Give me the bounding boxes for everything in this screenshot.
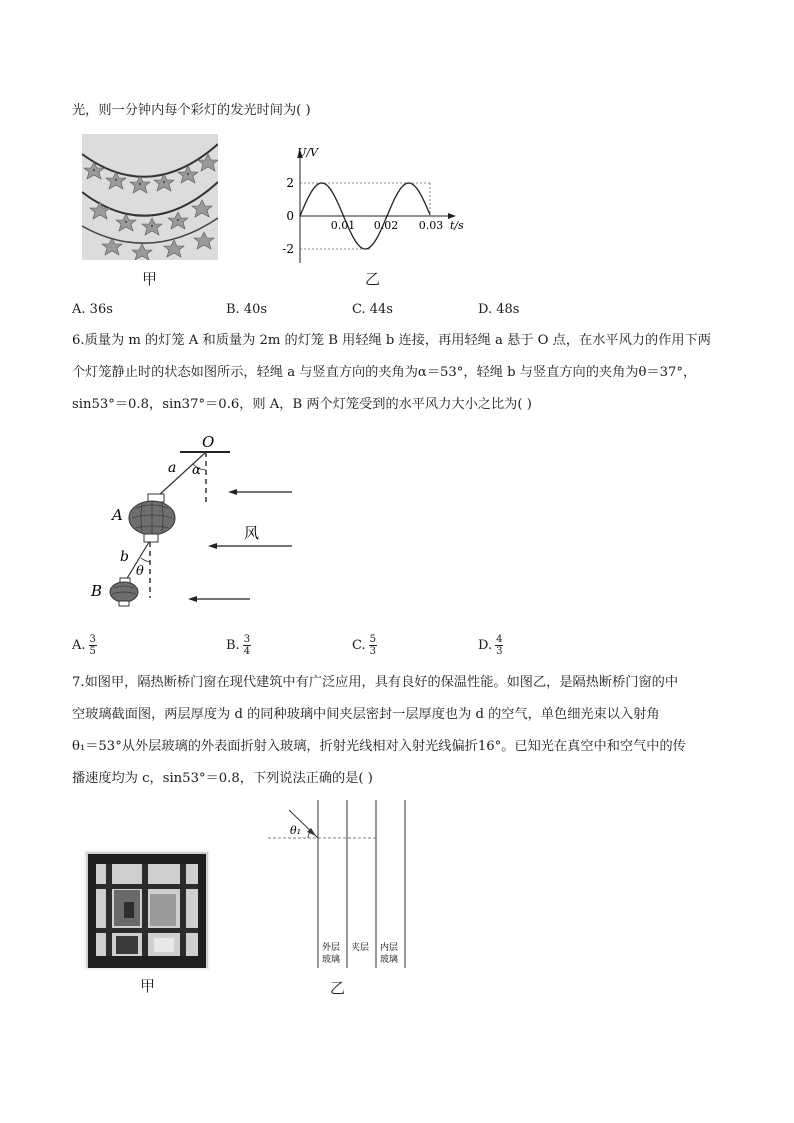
label-outer-glass-2: 玻璃 — [322, 955, 341, 965]
q7-stem-line-4: 播速度均为 c，sin53°＝0.8，下列说法正确的是( ) — [72, 771, 373, 786]
q6-option-c[interactable]: C. $\frac{5}{3}$ — [352, 634, 376, 657]
q7-figure-jia-caption: 甲 — [140, 977, 156, 995]
q6-option-a[interactable]: A. $\frac{3}{5}$ — [72, 634, 96, 657]
q5-option-a[interactable]: A. 36s — [72, 302, 113, 317]
y-tick-0: 0 — [286, 209, 294, 223]
fraction: $\frac{3}{4}$ — [243, 634, 251, 657]
wind-arrow-2-head-icon — [208, 543, 217, 549]
glass-section-diagram — [262, 798, 422, 978]
q6-option-b[interactable]: B. $\frac{3}{4}$ — [226, 634, 251, 657]
q5-option-c[interactable]: C. 44s — [352, 302, 393, 317]
q6-stem-line-2: 个灯笼静止时的状态如图所示，轻绳 a 与竖直方向的夹角为α＝53°，轻绳 b 与竖直方向的夹角为θ＝37°， — [72, 365, 697, 380]
x-tick-002: 0.02 — [373, 219, 399, 232]
voltage-sine-graph — [280, 148, 480, 266]
label-o: O — [202, 433, 215, 451]
label-middle-layer: 夹层 — [351, 943, 370, 953]
label-inner-glass-1: 内层 — [380, 943, 399, 953]
q5-stem-line: 光，则一分钟内每个彩灯的发光时间为( ) — [72, 103, 311, 118]
q7-stem-line-2: 空玻璃截面图，两层厚度为 d 的同种玻璃中间夹层密封一层厚度也为 d 的空气，单色细光束以入射角 — [72, 707, 660, 722]
wind-arrow-1-head-icon — [228, 489, 237, 495]
q5-option-b[interactable]: B. 40s — [226, 302, 268, 317]
fraction: $\frac{4}{3}$ — [496, 634, 503, 657]
label-theta: θ — [136, 564, 144, 579]
y-tick-2: 2 — [286, 176, 294, 190]
label-outer-glass-1: 外层 — [322, 943, 341, 953]
label-inner-glass-2: 玻璃 — [380, 955, 399, 965]
q6-lantern-figure — [80, 430, 310, 615]
q5-figure-jia-caption: 甲 — [142, 270, 158, 288]
q7-glass-section-figure — [262, 798, 422, 978]
label-rope-a: a — [168, 460, 177, 476]
fraction: $\frac{5}{3}$ — [369, 634, 376, 657]
q6-stem-line-1: 6.质量为 m 的灯笼 A 和质量为 2m 的灯笼 B 用轻绳 b 连接，再用轻绳 a 悬于 O 点，在水平风力的作用下两 — [72, 333, 711, 348]
label-lantern-a: A — [112, 506, 123, 524]
label-rope-b: b — [120, 549, 129, 565]
label-theta1: θ₁ — [290, 824, 302, 837]
q6-stem-line-3: sin53°＝0.8，sin37°＝0.6，则 A，B 两个灯笼受到的水平风力大小之比为( ) — [72, 397, 532, 412]
q7-stem-line-3: θ₁＝53°从外层玻璃的外表面折射入玻璃，折射光线相对入射光线偏折16°。已知光在真空中和空气中的传 — [72, 739, 686, 754]
q6-option-d[interactable]: D. $\frac{4}{3}$ — [478, 634, 503, 657]
y-tick-neg2: -2 — [282, 242, 294, 256]
label-lantern-b: B — [91, 582, 103, 600]
q7-figure-yi-caption: 乙 — [330, 979, 346, 997]
lantern-diagram — [80, 430, 310, 615]
x-axis-label: t/s — [450, 219, 464, 232]
window-frame-image — [84, 850, 210, 970]
fraction: $\frac{3}{5}$ — [89, 634, 96, 657]
q5-figure-yi-caption: 乙 — [365, 270, 381, 288]
x-tick-003: 0.03 — [418, 219, 444, 232]
x-tick-001: 0.01 — [330, 219, 356, 232]
label-alpha: α — [192, 463, 201, 478]
q5-photo-lights — [82, 134, 218, 260]
q7-stem-line-1: 7.如图甲，隔热断桥门窗在现代建筑中有广泛应用，具有良好的保温性能。如图乙，是隔热断桥门窗的中 — [72, 675, 679, 690]
q7-photo-window — [84, 850, 210, 970]
y-axis-label: U/V — [297, 148, 318, 159]
q5-voltage-chart — [280, 148, 480, 266]
wind-arrow-3-head-icon — [188, 596, 197, 602]
star-lights-image — [82, 134, 218, 260]
q5-option-d[interactable]: D. 48s — [478, 302, 520, 317]
label-wind: 风 — [244, 524, 260, 542]
